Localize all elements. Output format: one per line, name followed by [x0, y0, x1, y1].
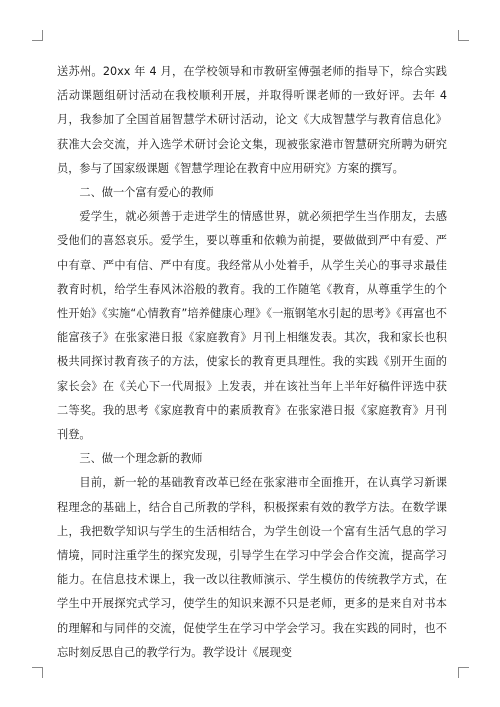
- paragraph-continuation: 送苏州。20xx 年 4 月，在学校领导和市教研室傅强老师的指导下，综合实践活动课题组研讨活动在我校顺利开展，并取得听课老师的一致好评。去年 4 月，我参加了全国首届智慧学术研讨活动，论文《大成智慧学与教育信息化》获准大会交流，并入选学术研讨会论文集，现被张家港市智慧研究所聘为研究员，参与了国家级课题《智慧学理论在教育中应用研究》方案的撰写。: [57, 65, 447, 175]
- document-body: [57, 60, 447, 665]
- crop-mark-bottom-left: [32, 667, 43, 678]
- crop-mark-bottom-right: [458, 667, 469, 678]
- section-heading-caring-teacher: 二、做一个富有爱心的教师: [79, 186, 214, 200]
- paragraph-new-ideas: 目前，新一轮的基础教育改革已经在张家港市全面推开，在认真学习新课程理念的基础上，结合自己所教的学科，积极探索有效的教学方法。在数学课上，我把数学知识与学生的生活相结合，为学生创设一个富有生活气息的学习情境，同时注重学生的探究发现，引导学生在学习中学会合作交流，提高学习能力。在信息技术课上，我一改以往教师演示、学生模仿的传统教学方式，在学生中开展探究式学习，使学生的知识来源不只是老师，更多的是来自对书本的理解和与同伴的交流，促使学生在学习中学会学习。我在实践的同时，也不忘时刻反思自己的教学行为。教学设计《展现变: [57, 476, 447, 659]
- crop-mark-top-left: [32, 30, 43, 41]
- paragraph-caring: 爱学生，就必须善于走进学生的情感世界，就必须把学生当作朋友，去感受他们的喜怒哀乐。爱学生，要以尊重和依赖为前提，要做做到严中有爱、严中有章、严中有信、严中有度。我经常从小处着手，从学生关心的事寻求最佳教育时机，给学生春风沐浴般的教育。我的工作随笔《教育，从尊重学生的个性开始》《实施“心情教育”培养健康心理》《一瓶钢笔水引起的思考》《再富也不能富孩子》在张家港日报《家庭教育》月刊上相继发表。其次，我和家长也积极共同探讨教育孩子的方法，使家长的教育更具理性。我的实践《别开生面的家长会》在《关心下一代周报》上发表，并在该社当年上半年好稿件评选中获二等奖。我的思考《家庭教育中的素质教育》在张家港日报《家庭教育》月刊刊登。: [57, 210, 447, 442]
- section-heading-new-ideas-teacher: 三、做一个理念新的教师: [79, 452, 203, 466]
- crop-mark-top-right: [458, 30, 469, 41]
